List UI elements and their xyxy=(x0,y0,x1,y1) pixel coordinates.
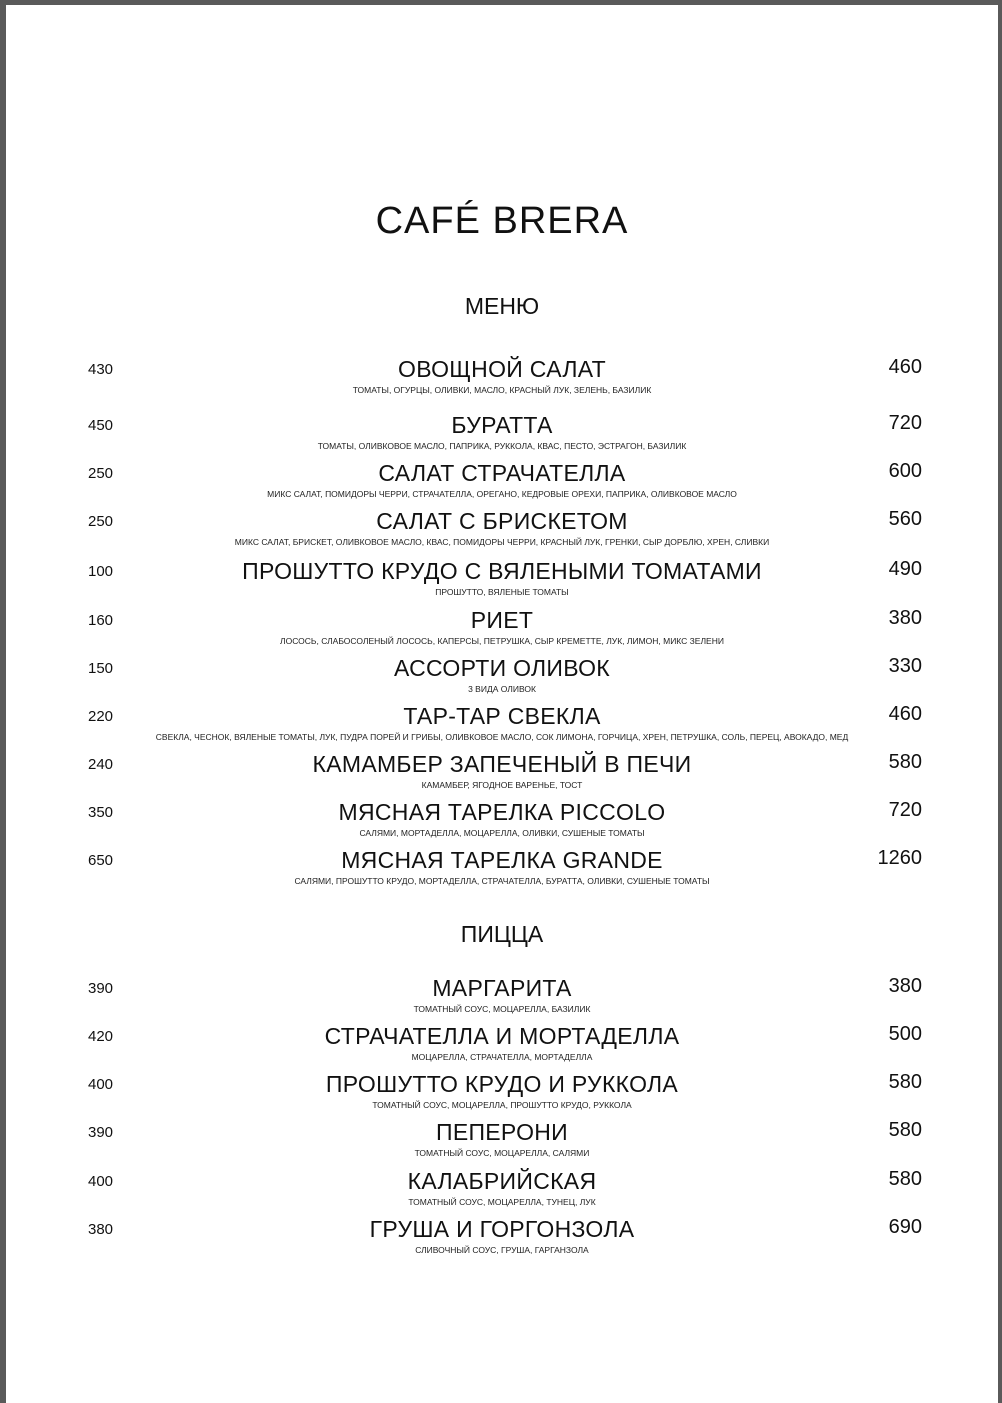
menu-item xyxy=(6,847,998,891)
item-weight: 220 xyxy=(88,708,114,725)
item-weight: 450 xyxy=(88,417,114,434)
item-name: РИЕТ xyxy=(470,607,534,633)
menu-item xyxy=(6,508,998,552)
menu-item xyxy=(6,1216,998,1260)
item-name: ГРУША И ГОРГОНЗОЛА xyxy=(369,1216,635,1242)
item-weight: 390 xyxy=(88,1124,114,1141)
item-price: 720 xyxy=(888,799,922,821)
item-price: 600 xyxy=(888,460,922,482)
item-price: 460 xyxy=(888,356,922,378)
item-description: КАМАМБЕР, ЯГОДНОЕ ВАРЕНЬЕ, ТОСТ xyxy=(421,780,583,790)
item-description: ТОМАТНЫЙ СОУС, МОЦАРЕЛЛА, БАЗИЛИК xyxy=(413,1004,591,1014)
menu-item xyxy=(6,1071,998,1115)
menu-item xyxy=(6,975,998,1019)
item-name: ПЕПЕРОНИ xyxy=(435,1119,568,1145)
item-weight: 400 xyxy=(88,1173,114,1190)
item-weight: 430 xyxy=(88,361,114,378)
item-name: ПРОШУТТО КРУДО С ВЯЛЕНЫМИ ТОМАТАМИ xyxy=(242,558,762,584)
item-description: СЛИВОЧНЫЙ СОУС, ГРУША, ГАРГАНЗОЛА xyxy=(415,1245,589,1255)
item-price: 690 xyxy=(888,1216,922,1238)
section-title-menu: МЕНЮ xyxy=(464,293,540,319)
menu-item xyxy=(6,558,998,602)
item-name: МЯСНАЯ ТАРЕЛКА GRANDE xyxy=(341,847,663,873)
item-weight: 380 xyxy=(88,1221,114,1238)
item-price: 720 xyxy=(888,412,922,434)
item-description: ТОМАТНЫЙ СОУС, МОЦАРЕЛЛА, ПРОШУТТО КРУДО, РУККОЛА xyxy=(372,1100,632,1110)
item-weight: 150 xyxy=(88,660,114,677)
item-description: СВЕКЛА, ЧЕСНОК, ВЯЛЕНЫЕ ТОМАТЫ, ЛУК, ПУДРА ПОРЕЙ И ГРИБЫ, ОЛИВКОВОЕ МАСЛО, СОК ЛИМОНА, ГОРЧИЦА, ХРЕН, ПЕТРУШКА, СОЛЬ, ПЕРЕЦ, АВОКАДО, МЕД xyxy=(155,732,849,742)
item-price: 580 xyxy=(888,1119,922,1141)
item-weight: 100 xyxy=(88,563,114,580)
menu-page xyxy=(6,5,998,1403)
menu-item xyxy=(6,703,998,747)
menu-item xyxy=(6,1023,998,1067)
item-weight: 420 xyxy=(88,1028,114,1045)
item-name: ОВОЩНОЙ САЛАТ xyxy=(398,356,606,382)
item-weight: 650 xyxy=(88,852,114,869)
item-name: САЛАТ СТРАЧАТЕЛЛА xyxy=(378,460,626,486)
item-description: САЛЯМИ, МОРТАДЕЛЛА, МОЦАРЕЛЛА, ОЛИВКИ, СУШЕНЫЕ ТОМАТЫ xyxy=(359,828,645,838)
item-weight: 390 xyxy=(88,980,114,997)
item-description: ЛОСОСЬ, СЛАБОСОЛЕНЫЙ ЛОСОСЬ, КАПЕРСЫ, ПЕТРУШКА, СЫР КРЕМЕТТЕ, ЛУК, ЛИМОН, МИКС ЗЕЛЕНИ xyxy=(280,636,724,646)
item-price: 1260 xyxy=(877,847,922,869)
section-title-pizza: ПИЦЦА xyxy=(460,921,544,947)
item-description: ПРОШУТТО, ВЯЛЕНЫЕ ТОМАТЫ xyxy=(435,587,569,597)
item-price: 560 xyxy=(888,508,922,530)
item-description: 3 ВИДА ОЛИВОК xyxy=(468,684,536,694)
item-weight: 350 xyxy=(88,804,114,821)
item-price: 460 xyxy=(888,703,922,725)
item-name: ПРОШУТТО КРУДО И РУККОЛА xyxy=(325,1071,679,1097)
item-price: 580 xyxy=(888,1071,922,1093)
item-weight: 250 xyxy=(88,465,114,482)
item-description: ТОМАТЫ, ОЛИВКОВОЕ МАСЛО, ПАПРИКА, РУККОЛА, КВАС, ПЕСТО, ЭСТРАГОН, БАЗИЛИК xyxy=(317,441,687,451)
cafe-title: CAFÉ BRERA xyxy=(375,200,629,242)
item-name: КАМАМБЕР ЗАПЕЧЕНЫЙ В ПЕЧИ xyxy=(312,751,692,777)
item-name: СТРАЧАТЕЛЛА И МОРТАДЕЛЛА xyxy=(324,1023,680,1049)
item-description: МОЦАРЕЛЛА, СТРАЧАТЕЛЛА, МОРТАДЕЛЛА xyxy=(411,1052,593,1062)
menu-item xyxy=(6,1168,998,1212)
item-price: 580 xyxy=(888,751,922,773)
item-name: БУРАТТА xyxy=(451,412,553,438)
item-description: ТОМАТНЫЙ СОУС, МОЦАРЕЛЛА, САЛЯМИ xyxy=(414,1148,590,1158)
menu-item xyxy=(6,799,998,843)
item-weight: 160 xyxy=(88,612,114,629)
item-price: 500 xyxy=(888,1023,922,1045)
menu-item xyxy=(6,751,998,795)
item-weight: 240 xyxy=(88,756,114,773)
menu-item xyxy=(6,607,998,651)
item-price: 490 xyxy=(888,558,922,580)
item-name: МАРГАРИТА xyxy=(432,975,572,1001)
item-name: МЯСНАЯ ТАРЕЛКА PICCOLO xyxy=(338,799,666,825)
item-name: КАЛАБРИЙСКАЯ xyxy=(407,1168,597,1194)
item-description: ТОМАТЫ, ОГУРЦЫ, ОЛИВКИ, МАСЛО, КРАСНЫЙ ЛУК, ЗЕЛЕНЬ, БАЗИЛИК xyxy=(352,385,652,395)
menu-item xyxy=(6,412,998,456)
menu-item xyxy=(6,655,998,699)
menu-item xyxy=(6,460,998,504)
item-description: САЛЯМИ, ПРОШУТТО КРУДО, МОРТАДЕЛЛА, СТРАЧАТЕЛЛА, БУРАТТА, ОЛИВКИ, СУШЕНЫЕ ТОМАТЫ xyxy=(294,876,710,886)
item-name: САЛАТ С БРИСКЕТОМ xyxy=(376,508,628,534)
item-price: 380 xyxy=(888,607,922,629)
item-price: 330 xyxy=(888,655,922,677)
menu-item xyxy=(6,356,998,400)
item-description: МИКС САЛАТ, ПОМИДОРЫ ЧЕРРИ, СТРАЧАТЕЛЛА, ОРЕГАНО, КЕДРОВЫЕ ОРЕХИ, ПАПРИКА, ОЛИВКОВОЕ МАСЛО xyxy=(267,489,737,499)
item-price: 580 xyxy=(888,1168,922,1190)
item-price: 380 xyxy=(888,975,922,997)
item-weight: 400 xyxy=(88,1076,114,1093)
item-description: ТОМАТНЫЙ СОУС, МОЦАРЕЛЛА, ТУНЕЦ, ЛУК xyxy=(408,1197,596,1207)
item-weight: 250 xyxy=(88,513,114,530)
item-name: ТАР-ТАР СВЕКЛА xyxy=(403,703,601,729)
item-description: МИКС САЛАТ, БРИСКЕТ, ОЛИВКОВОЕ МАСЛО, КВАС, ПОМИДОРЫ ЧЕРРИ, КРАСНЫЙ ЛУК, ГРЕНКИ, СЫР ДОРБЛЮ, ХРЕН, СЛИВКИ xyxy=(234,537,770,547)
item-name: АССОРТИ ОЛИВОК xyxy=(393,655,611,681)
menu-item xyxy=(6,1119,998,1163)
